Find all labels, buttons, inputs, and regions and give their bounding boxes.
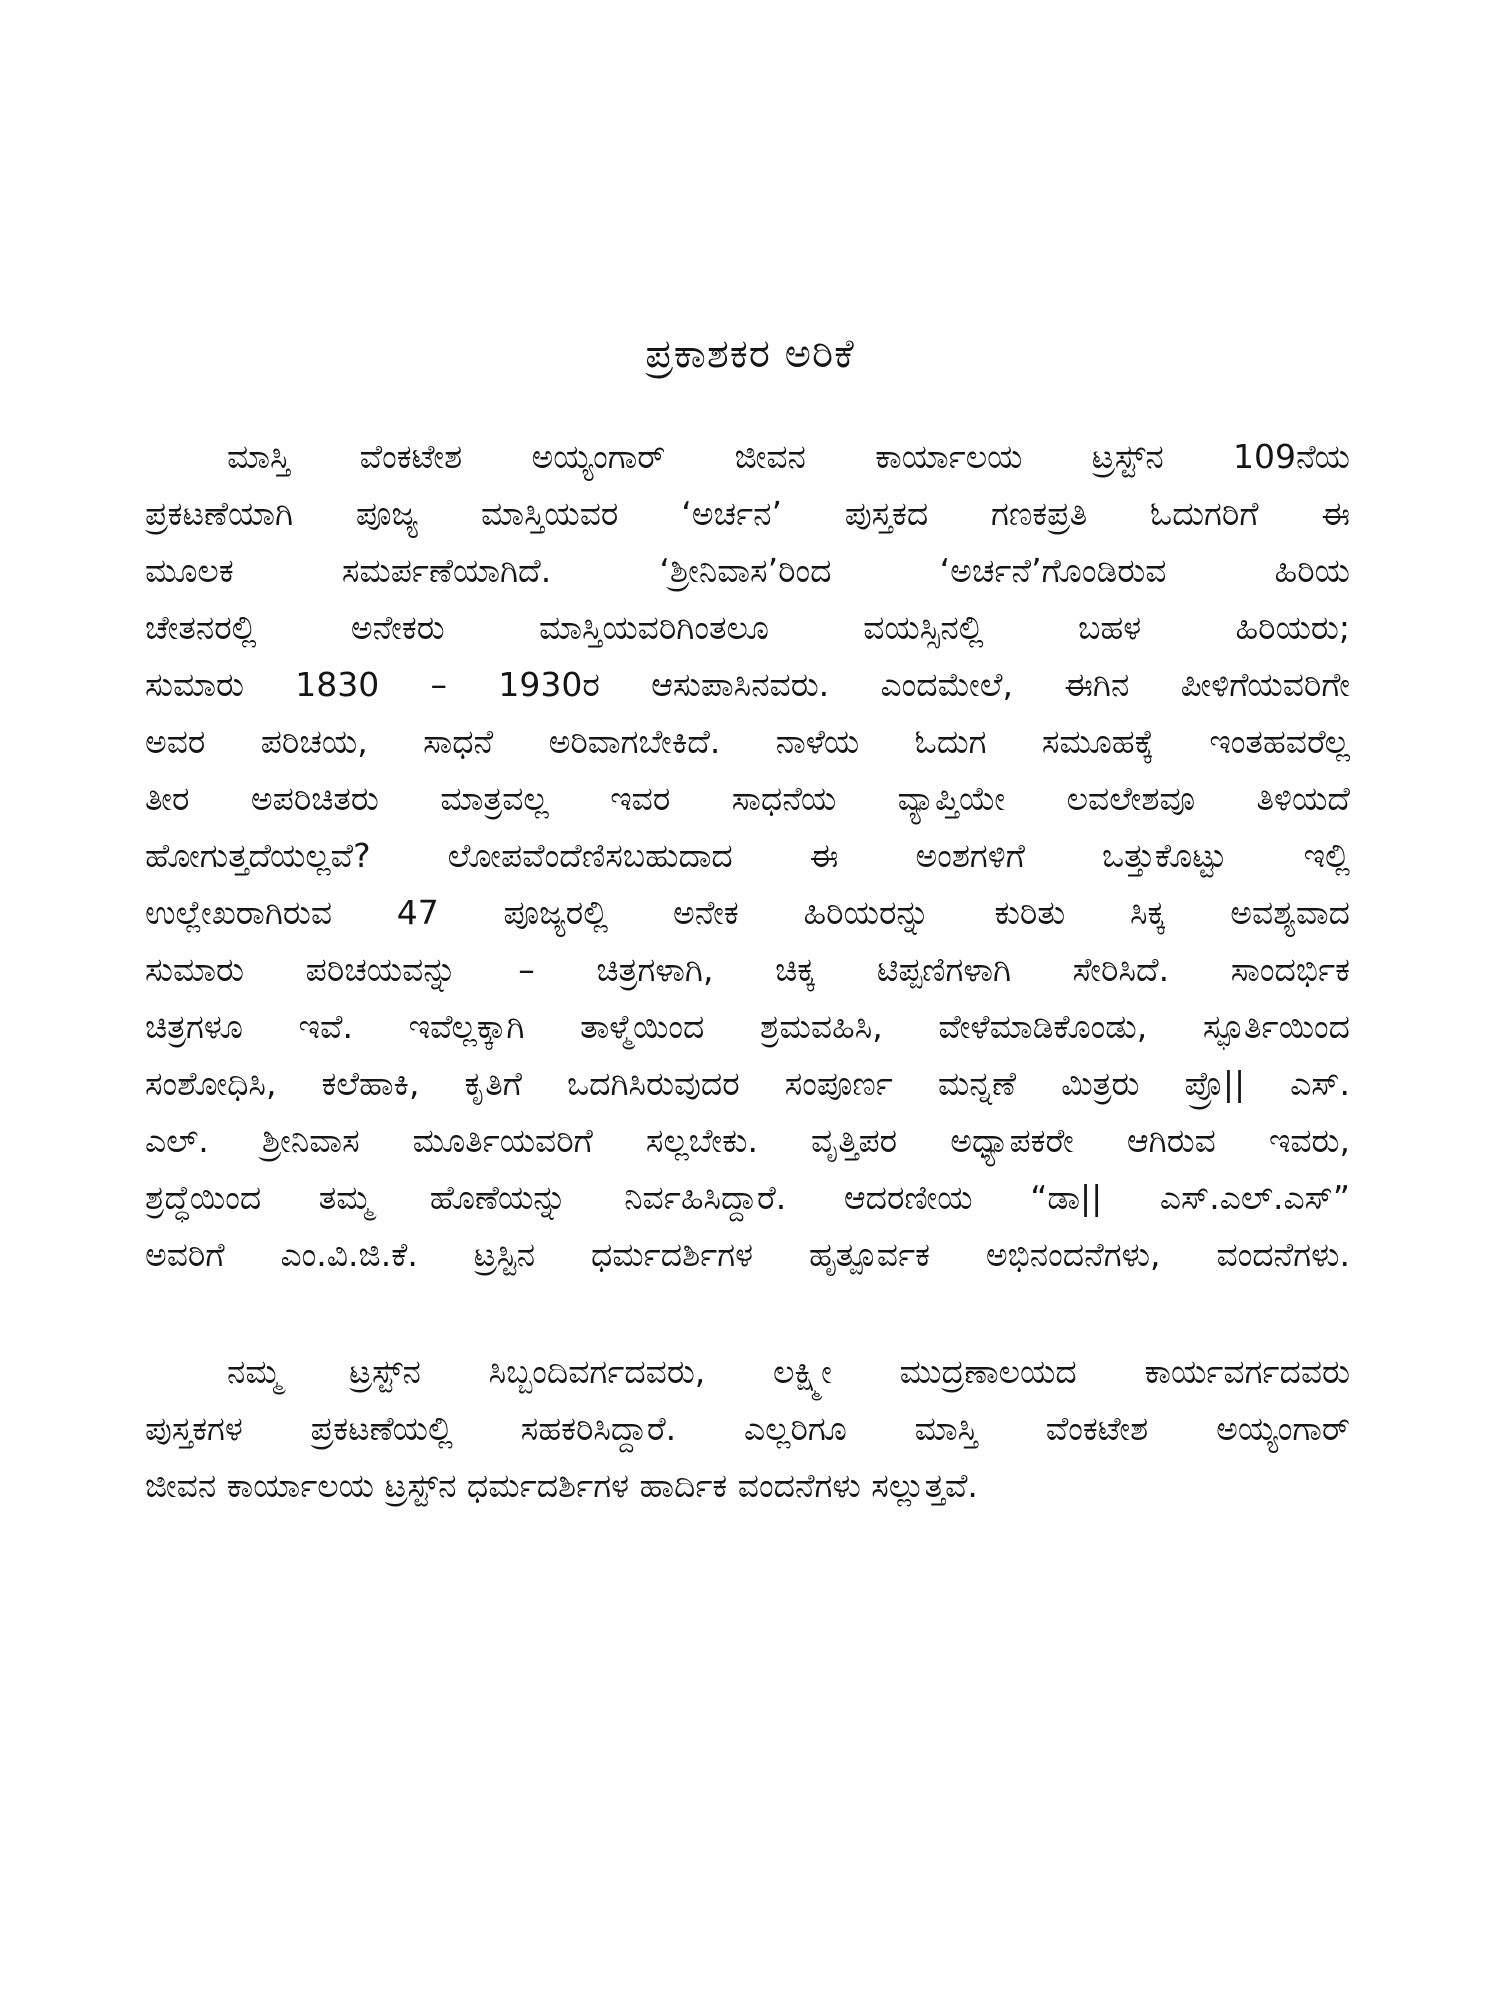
text-line: ತೀರ ಅಪರಿಚಿತರು ಮಾತ್ರವಲ್ಲ ಇವರ ಸಾಧನೆಯ ವ್ಯಾಪ್ತಿಯೇ ಲವಲೇಶವೂ ತಿಳಿಯದೆ [145,779,1350,818]
text-line: ಅವರ ಪರಿಚಯ, ಸಾಧನೆ ಅರಿವಾಗಬೇಕಿದೆ. ನಾಳೆಯ ಓದುಗ ಸಮೂಹಕ್ಕೆ ಇಂತಹವರೆಲ್ಲ [145,722,1350,761]
text-line: ಮೂಲಕ ಸಮರ್ಪಣೆಯಾಗಿದೆ. ‘ಶ್ರೀನಿವಾಸ’ರಿಂದ ‘ಅರ್ಚನೆ’ಗೊಂಡಿರುವ ಹಿರಿಯ [145,551,1350,590]
text-line: ಚಿತ್ರಗಳೂ ಇವೆ. ಇವೆಲ್ಲಕ್ಕಾಗಿ ತಾಳ್ಮೆಯಿಂದ ಶ್ರಮವಹಿಸಿ, ವೇಳೆಮಾಡಿಕೊಂಡು, ಸ್ಫೂರ್ತಿಯಿಂದ [145,1007,1350,1046]
text-line: ಉಲ್ಲೇಖರಾಗಿರುವ 47 ಪೂಜ್ಯರಲ್ಲಿ ಅನೇಕ ಹಿರಿಯರನ್ನು ಕುರಿತು ಸಿಕ್ಕ ಅವಶ್ಯವಾದ [145,893,1350,932]
text-line: ಚೇತನರಲ್ಲಿ ಅನೇಕರು ಮಾಸ್ತಿಯವರಿಗಿಂತಲೂ ವಯಸ್ಸಿನಲ್ಲಿ ಬಹಳ ಹಿರಿಯರು; [145,608,1350,647]
text-line: ಪ್ರಕಟಣೆಯಾಗಿ ಪೂಜ್ಯ ಮಾಸ್ತಿಯವರ ‘ಅರ್ಚನ’ ಪುಸ್ತಕದ ಗಣಕಪ್ರತಿ ಓದುಗರಿಗೆ ಈ [145,494,1350,533]
text-line: ಶ್ರದ್ಧೆಯಿಂದ ತಮ್ಮ ಹೊಣೆಯನ್ನು ನಿರ್ವಹಿಸಿದ್ದಾರೆ. ಆದರಣೀಯ “ಡಾ|| ಎಸ್.ಎಲ್.ಎಸ್” [145,1178,1350,1217]
text-line: ಅವರಿಗೆ ಎಂ.ವಿ.ಜಿ.ಕೆ. ಟ್ರಸ್ಟಿನ ಧರ್ಮದರ್ಶಿಗಳ ಹೃತ್ಪೂರ್ವಕ ಅಭಿನಂದನೆಗಳು, ವಂದನೆಗಳು. [145,1235,1350,1274]
text-line: ಜೀವನ ಕಾರ್ಯಾಲಯ ಟ್ರಸ್ಟ್‌ನ ಧರ್ಮದರ್ಶಿಗಳ ಹಾರ್ದಿಕ ವಂದನೆಗಳು ಸಲ್ಲುತ್ತವೆ. [145,1466,978,1505]
text-line: ಹೋಗುತ್ತದೆಯಲ್ಲವೆ? ಲೋಪವೆಂದೆಣಿಸಬಹುದಾದ ಈ ಅಂಶಗಳಿಗೆ ಒತ್ತುಕೊಟ್ಟು ಇಲ್ಲಿ [145,836,1350,875]
text-line: ಎಲ್. ಶ್ರೀನಿವಾಸ ಮೂರ್ತಿಯವರಿಗೆ ಸಲ್ಲಬೇಕು. ವೃತ್ತಿಪರ ಅಧ್ಯಾಪಕರೇ ಆಗಿರುವ ಇವರು, [145,1121,1350,1160]
page-title: ಪ್ರಕಾಶಕರ ಅರಿಕೆ [645,331,855,377]
text-line: ಪುಸ್ತಕಗಳ ಪ್ರಕಟಣೆಯಲ್ಲಿ ಸಹಕರಿಸಿದ್ದಾರೆ. ಎಲ್ಲರಿಗೂ ಮಾಸ್ತಿ ವೆಂಕಟೇಶ ಅಯ್ಯಂಗಾರ್ [145,1409,1350,1448]
paragraph-2 [145,1343,1350,1514]
text-line: ಸುಮಾರು 1830 – 1930ರ ಆಸುಪಾಸಿನವರು. ಎಂದಮೇಲೆ, ಈಗಿನ ಪೀಳಿಗೆಯವರಿಗೇ [145,665,1350,704]
text-line: ಮಾಸ್ತಿ ವೆಂಕಟೇಶ ಅಯ್ಯಂಗಾರ್ ಜೀವನ ಕಾರ್ಯಾಲಯ ಟ್ರಸ್ಟ್‌ನ 109ನೆಯ [227,437,1350,476]
paragraph-1 [145,428,1350,1283]
text-line: ಸುಮಾರು ಪರಿಚಯವನ್ನು – ಚಿತ್ರಗಳಾಗಿ, ಚಿಕ್ಕ ಟಿಪ್ಪಣಿಗಳಾಗಿ ಸೇರಿಸಿದೆ. ಸಾಂದರ್ಭಿಕ [145,950,1350,989]
text-line: ಸಂಶೋಧಿಸಿ, ಕಲೆಹಾಕಿ, ಕೃತಿಗೆ ಒದಗಿಸಿರುವುದರ ಸಂಪೂರ್ಣ ಮನ್ನಣೆ ಮಿತ್ರರು ಪ್ರೊ|| ಎಸ್. [145,1064,1350,1103]
text-line: ನಮ್ಮ ಟ್ರಸ್ಟ್‌ನ ಸಿಬ್ಬಂದಿವರ್ಗದವರು, ಲಕ್ಷ್ಮೀ ಮುದ್ರಣಾಲಯದ ಕಾರ್ಯವರ್ಗದವರು [227,1352,1350,1391]
